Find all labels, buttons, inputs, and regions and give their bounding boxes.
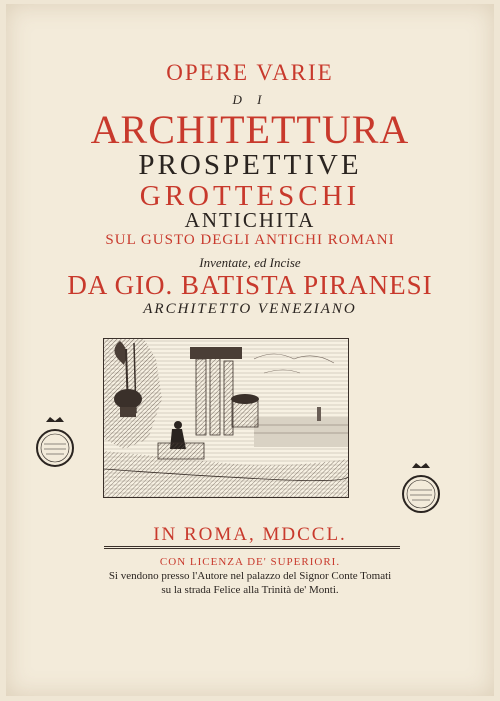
title-line-author: DA GIO. BATISTA PIRANESI (67, 270, 433, 300)
engraving-ruins-illustration (104, 339, 348, 497)
imprint-rule-thin (104, 548, 400, 549)
title-line-di: D I (232, 92, 268, 107)
library-stamp-left (34, 416, 76, 473)
imprint-seller-line1: Si vendono presso l'Autore nel palazzo del Signor Conte Tomati (108, 570, 392, 582)
title-line-antichita: ANTICHITA (184, 208, 316, 232)
title-line-architetto: ARCHITETTO VENEZIANO (143, 301, 357, 317)
imprint-place-date: IN ROMA, MDCCL. (153, 524, 347, 545)
title-line-inventate: Inventate, ed Incise (199, 255, 301, 270)
library-stamp-right (400, 462, 442, 519)
title-line-architettura: ARCHITETTURA (90, 107, 410, 152)
imprint-seller-line2: su la strada Felice alla Trinità de' Monti. (161, 584, 339, 596)
title-line-grotteschi: GROTTESCHI (139, 180, 361, 212)
title-line-opere-varie: OPERE VARIE (166, 60, 334, 85)
title-line-prospettive: PROSPETTIVE (138, 149, 362, 181)
imprint-licence: CON LICENZA DE' SUPERIORI. (159, 556, 341, 568)
imprint-rule (104, 546, 400, 547)
engraving-ruins (103, 338, 349, 498)
title-line-sul-gusto: SUL GUSTO DEGLI ANTICHI ROMANI (105, 232, 395, 248)
